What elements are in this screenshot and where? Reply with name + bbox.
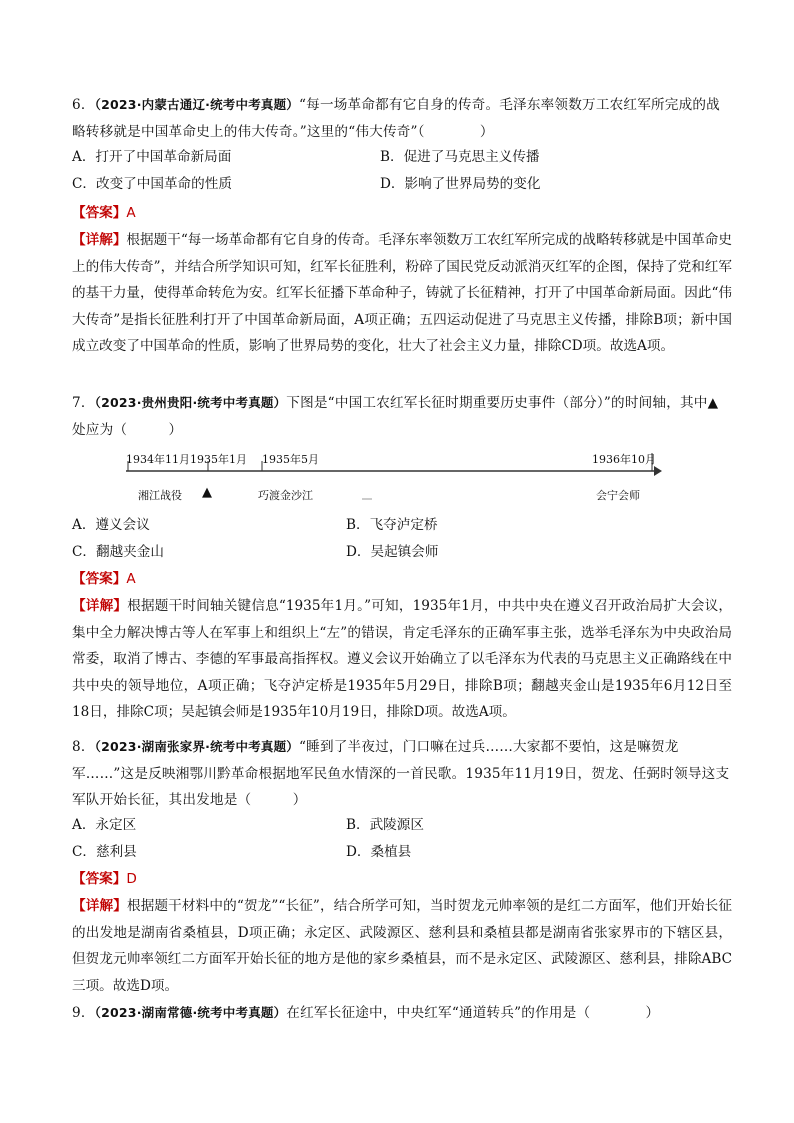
option-a: A．遵义会议 [72, 517, 150, 533]
detail-tag: 【详解】 [72, 898, 127, 914]
option-c: C．翻越夹金山 [72, 544, 164, 560]
question-9 [72, 1000, 732, 1027]
question-source: （2023·湖南常德·统考中考真题） [94, 1005, 287, 1020]
timeline-date: 1934年11月 [126, 453, 190, 466]
answer-tag: 【答案】 [72, 871, 127, 887]
question-number: 8． [72, 739, 95, 755]
timeline-date: 1936年10月 [592, 453, 656, 466]
detail-text: 根据题干“每一场革命都有它自身的传奇。毛泽东率领数万工农红军所完成的战略转移就是中国革命史上的伟大传奇”，并结合所学知识可知，红军长征胜利，粉碎了国民党反动派消灭红军的企图，保持了党和红军的基干力量，使得革命转危为安。红军长征播下革命种子，铸就了长征精神，打开了中国革命新局面。因此“伟大传奇”是指长征胜利打开了中国革命新局面，A项正确；五四运动促进了马克思主义传播，排除B项；新中国成立改变了中国革命的性质，影响了世界局势的变化，壮大了社会主义力量，排除CD项。故选A项。 [72, 232, 732, 354]
answer-line [72, 566, 732, 593]
detail-text: 根据题干时间轴关键信息“1935年1月。”可知，1935年1月，中共中央在遵义召开政治局扩大会议，集中全力解决博古等人在军事上和组织上“左”的错误，肯定毛泽东的正确军事主张，选举毛泽东为中央政治局常委，取消了博古、李德的军事最高指挥权。遵义会议开始确立了以毛泽东为代表的马克思主义正确路线在中共中央的领导地位，A项正确；飞夺泸定桥是1935年5月29日，排除B项；翻越夹金山是1935年6月12日至18日，排除C项；吴起镇会师是1935年10月19日，排除D项。故选A项。 [72, 598, 732, 720]
detail-tag: 【详解】 [72, 232, 127, 248]
answer-value: D [126, 871, 137, 887]
question-8 [72, 734, 732, 814]
timeline-date: 1935年5月 [262, 453, 319, 466]
detail-tag: 【详解】 [72, 598, 128, 614]
question-stem: 在红军长征途中，中央红军“通道转兵”的作用是（ ） [286, 1005, 660, 1021]
question-7-options [72, 512, 732, 566]
question-number: 6． [72, 97, 95, 113]
option-b: B．武陵源区 [346, 817, 424, 833]
answer-tag: 【答案】 [72, 571, 127, 587]
question-stem: 下图是“中国工农红军长征时期重要历史事件（部分）”的时间轴，其中▲处应为（ ） [72, 395, 719, 438]
question-8-options [72, 812, 732, 866]
timeline-event: 会宁会师 [596, 489, 640, 502]
timeline-event: 巧渡金沙江 [258, 489, 313, 502]
question-stem: “睡到了半夜过，门口嘛在过兵……大家都不要怕，这是嘛贺龙军……”这是反映湘鄂川黔革命根据地军民鱼水情深的一首民歌。1935年11月19日，贺龙、任弼时领导这支军队开始长征，其出发地是（ ） [72, 739, 730, 808]
question-6 [72, 92, 732, 145]
timeline-event: 湘江战役 [138, 489, 182, 502]
timeline-date: 1935年1月 [190, 453, 247, 466]
detail-text: 根据题干材料中的“贺龙”“长征”，结合所学可知，当时贺龙元帅率领的是红二方面军，他们开始长征的出发地是湖南省桑植县，D项正确；永定区、武陵源区、慈利县和桑植县都是湖南省张家界市的下辖区县，但贺龙元帅率领红二方面军开始长征的地方是他的家乡桑植县，而不是永定区、武陵源区、慈利县，排除ABC三项。故选D项。 [72, 898, 733, 994]
answer-line [72, 200, 732, 227]
question-source: （2023·贵州贵阳·统考中考真题） [94, 395, 287, 410]
option-d: D．吴起镇会师 [346, 544, 439, 560]
answer-value: A [126, 571, 136, 587]
option-a: A．打开了中国革命新局面 [72, 149, 232, 165]
answer-value: A [126, 205, 136, 221]
detail-paragraph [72, 593, 732, 726]
question-6-options [72, 144, 732, 198]
question-7 [72, 390, 732, 443]
option-d: D．影响了世界局势的变化 [380, 176, 541, 192]
timeline-figure [122, 447, 662, 511]
option-a: A．永定区 [72, 817, 137, 833]
timeline-blank-marker: ▲ [202, 485, 212, 500]
option-b: B．飞夺泸定桥 [346, 517, 438, 533]
option-b: B．促进了马克思主义传播 [380, 149, 540, 165]
question-stem: “每一场革命都有它自身的传奇。毛泽东率领数万工农红军所完成的战略转移就是中国革命史上的伟大传奇。”这里的“伟大传奇”（ ） [72, 97, 720, 140]
answer-line [72, 866, 732, 893]
detail-paragraph [72, 893, 732, 999]
question-source: （2023·湖南张家界·统考中考真题） [94, 739, 299, 754]
detail-paragraph [72, 227, 732, 360]
question-number: 7． [72, 395, 95, 411]
option-c: C．慈利县 [72, 844, 137, 860]
question-source: （2023·内蒙古通辽·统考中考真题） [94, 97, 299, 112]
option-c: C．改变了中国革命的性质 [72, 176, 232, 192]
answer-tag: 【答案】 [72, 205, 127, 221]
question-number: 9． [72, 1005, 95, 1021]
option-d: D．桑植县 [346, 844, 412, 860]
